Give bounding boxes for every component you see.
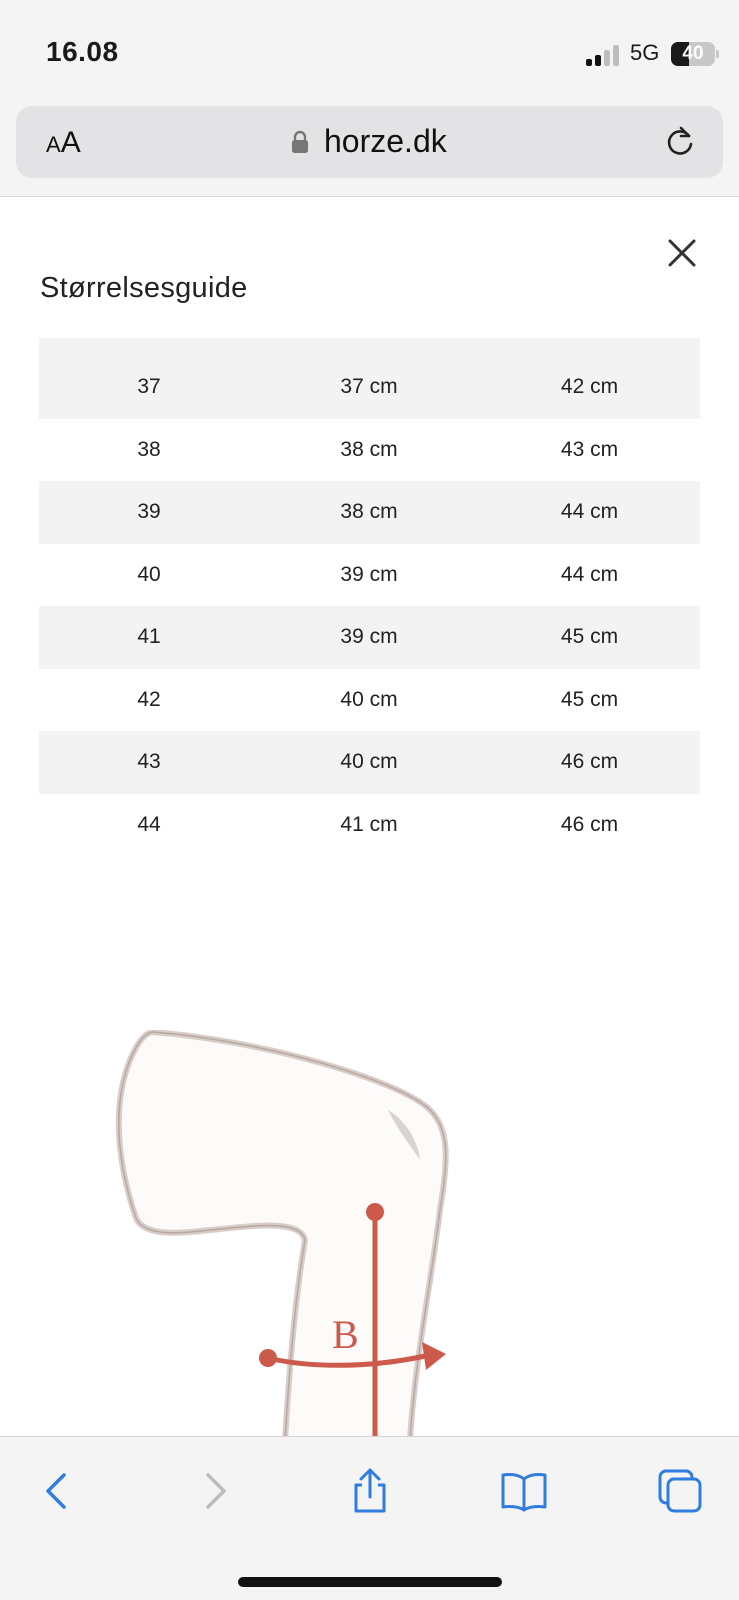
text-size-button[interactable] — [46, 126, 81, 160]
table-cell: 37 cm — [340, 375, 398, 399]
table-cell: 39 — [137, 500, 161, 524]
table-cell: 43 — [137, 750, 161, 774]
status-bar — [0, 0, 739, 100]
battery-level: 40 — [682, 43, 704, 64]
forward-icon[interactable] — [190, 1467, 238, 1515]
table-row — [39, 544, 700, 607]
table-cell: 44 cm — [560, 500, 619, 524]
arrow-head — [422, 1342, 446, 1370]
table-row — [39, 669, 700, 732]
table-cell: 37 — [137, 375, 161, 399]
table-body — [39, 356, 700, 856]
table-row — [39, 606, 700, 669]
back-icon[interactable] — [34, 1467, 82, 1515]
page-title: Størrelsesguide — [40, 272, 248, 304]
leg-outline — [119, 1032, 446, 1440]
table-cell: 42 cm — [560, 375, 619, 399]
browser-toolbar — [0, 1436, 739, 1600]
share-icon[interactable] — [346, 1467, 394, 1515]
tabs-icon[interactable] — [656, 1467, 704, 1515]
table-cell: 46 cm — [560, 750, 619, 774]
size-table — [39, 338, 700, 856]
table-cell: 39 cm — [340, 562, 398, 586]
network-label: 5G — [630, 40, 660, 65]
lock-icon — [291, 130, 309, 154]
close-icon[interactable] — [667, 238, 697, 268]
address-bar[interactable] — [16, 106, 723, 178]
table-cell: 40 — [137, 562, 161, 586]
table-row — [39, 356, 700, 419]
browser-address-area — [0, 100, 739, 197]
url-text[interactable]: horze.dk — [324, 123, 447, 159]
vertical-measure-endpoint — [366, 1203, 384, 1221]
status-time: 16.08 — [46, 36, 119, 67]
table-cell: 44 — [137, 812, 161, 836]
table-cell: 43 cm — [560, 437, 619, 461]
home-indicator — [238, 1577, 502, 1587]
diagram-label-b: B — [332, 1312, 359, 1357]
bookmarks-icon[interactable] — [500, 1467, 548, 1515]
table-header-stub — [39, 338, 700, 356]
table-cell: 41 — [137, 625, 161, 649]
battery-icon — [671, 42, 715, 66]
table-row — [39, 794, 700, 857]
text-size-small-glyph: A — [46, 132, 61, 157]
table-cell: 46 cm — [560, 812, 619, 836]
table-cell: 42 — [137, 687, 161, 711]
table-cell: 38 — [137, 437, 161, 461]
reload-icon[interactable] — [662, 124, 698, 160]
table-row — [39, 481, 700, 544]
table-cell: 45 cm — [560, 625, 619, 649]
table-row — [39, 419, 700, 482]
signal-icon — [586, 44, 620, 66]
text-size-large-glyph: A — [60, 126, 81, 159]
battery-nub — [716, 50, 719, 58]
table-cell: 41 cm — [340, 812, 398, 836]
table-cell: 38 cm — [340, 500, 398, 524]
table-cell: 38 cm — [340, 437, 398, 461]
table-cell: 44 cm — [560, 562, 619, 586]
table-cell: 40 cm — [340, 687, 398, 711]
table-cell: 45 cm — [560, 687, 619, 711]
table-row — [39, 731, 700, 794]
circumference-endpoint — [259, 1349, 277, 1367]
table-cell: 40 cm — [340, 750, 398, 774]
table-cell: 39 cm — [340, 625, 398, 649]
leg-measurement-diagram — [100, 1030, 480, 1440]
